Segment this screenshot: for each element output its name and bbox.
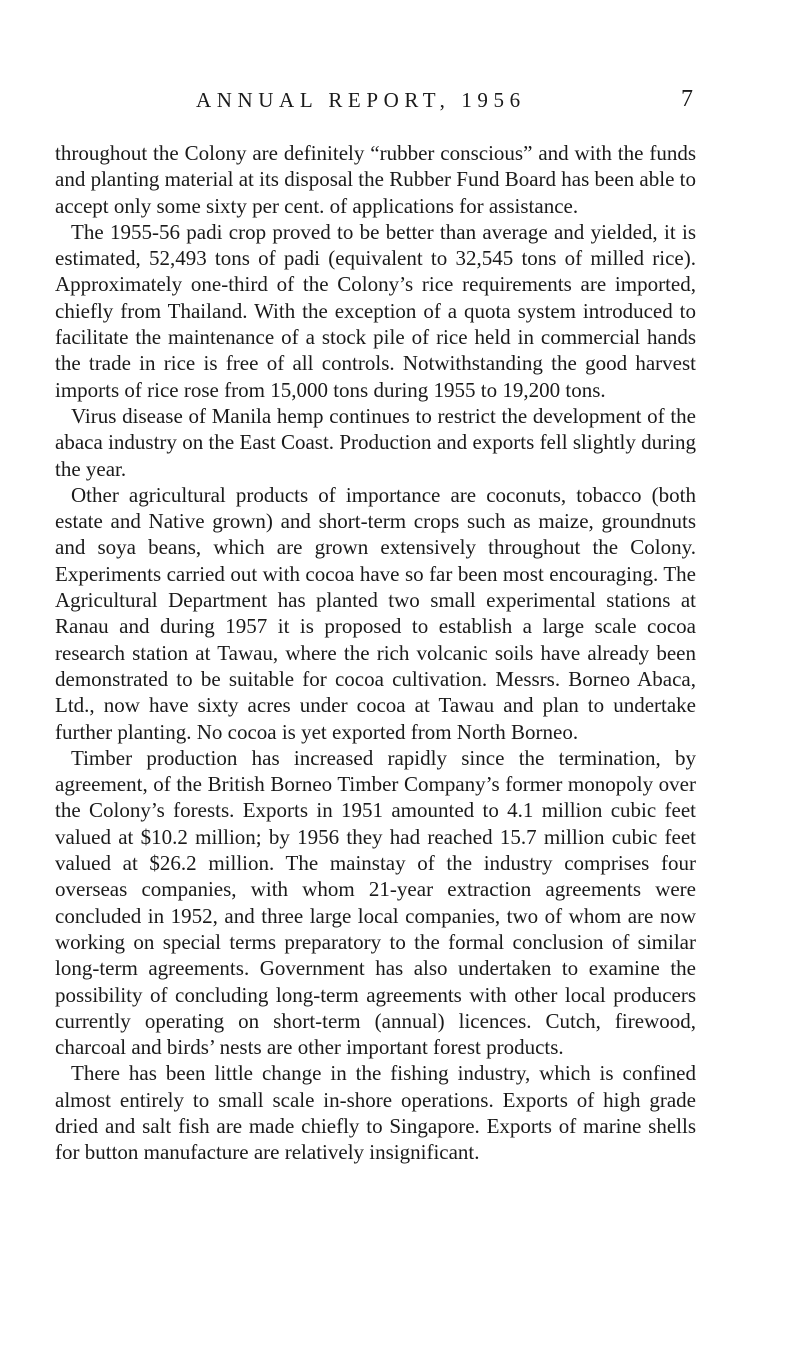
paragraph-rubber: throughout the Colony are definitely “rubber conscious” and with the funds and planting material at its disposal the Rubber Fund Board has been able to accept only some sixty per cent. of applications for assistance. <box>55 141 696 218</box>
paragraph-timber: Timber production has increased rapidly since the termination, by agreement, of the British Borneo Timber Company’s former monopoly over the Colony’s forests. Exports in 1951 amounted to 4.1 million cubic feet valued at $10.2 million; by 1956 they had reached 15.7 million cubic feet valued at $26.2 million. The mainstay of the industry comprises four overseas companies, with whom 21-year extraction agreements were concluded in 1952, and three large local companies, two of whom are now working on special terms preparatory to the formal conclusion of similar long-term agreements. Government has also undertaken to examine the possibility of concluding long-term agreements with other local producers currently operating on short-term (annual) licences. Cutch, firewood, charcoal and birds’ nests are other important forest products. <box>55 745 696 1060</box>
paragraph-padi: The 1955-56 padi crop proved to be better than average and yielded, it is estimated, 52,493 tons of padi (equivalent to 32,545 tons of milled rice). Approximately one-third of the Colony’s rice requirements are imported, chiefly from Thailand. With the exception of a quota system introduced to facilitate the maintenance of a stock pile of rice held in commercial hands the trade in rice is free of all controls. Notwithstanding the good harvest imports of rice rose from 15,000 tons during 1955 to 19,200 tons. <box>55 219 696 402</box>
paragraph-other-agriculture: Other agricultural products of importance are coconuts, tobacco (both estate and Native grown) and short-term crops such as maize, groundnuts and soya beans, which are grown extensively throughout the Colony. Experiments carried out with cocoa have so far been most encouraging. The Agricultural Department has planted two small experimental stations at Ranau and during 1957 it is proposed to establish a large scale cocoa research station at Tawau, where the rich volcanic soils have already been demonstrated to be suitable for cocoa cultivation. Messrs. Borneo Abaca, Ltd., now have sixty acres under cocoa at Tawau and plan to undertake further planting. No cocoa is yet exported from North Borneo. <box>55 482 696 744</box>
body-text <box>55 140 696 1166</box>
running-title: ANNUAL REPORT, 1956 <box>196 88 526 112</box>
paragraph-fishing: There has been little change in the fishing industry, which is confined almost entirely to small scale in-shore operations. Exports of high grade dried and salt fish are made chiefly to Singapore. Exports of marine shells for button manufacture are relatively insignificant. <box>55 1061 696 1165</box>
page-number: 7 <box>681 86 693 112</box>
paragraph-manila-hemp: Virus disease of Manila hemp continues to restrict the development of the abaca industry on the East Coast. Production and exports fell slightly during the year. <box>55 403 696 481</box>
